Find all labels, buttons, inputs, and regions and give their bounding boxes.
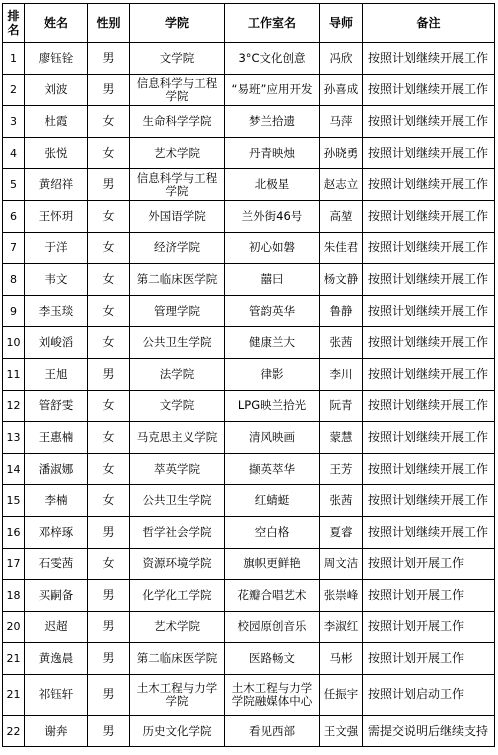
remark-cell: 按照计划继续开展工作 [363, 264, 495, 296]
studio-cell: 律影 [225, 358, 320, 390]
table-row [3, 137, 495, 169]
name-cell: 王怀玥 [25, 200, 88, 232]
table-row [3, 232, 495, 264]
college-cell: 哲学社会学院 [130, 516, 225, 548]
name-cell: 张悦 [25, 137, 88, 169]
remark-cell: 按照计划继续开展工作 [363, 516, 495, 548]
gender-cell: 女 [88, 453, 130, 485]
college-cell: 化学化工学院 [130, 580, 225, 612]
mentor-cell: 马萍 [320, 106, 363, 138]
remark-cell: 按照计划开展工作 [363, 643, 495, 675]
name-cell: 刘峻滔 [25, 327, 88, 359]
remark-cell: 按照计划启动工作 [363, 674, 495, 715]
name-cell: 李楠 [25, 485, 88, 517]
gender-cell: 女 [88, 295, 130, 327]
table-row [3, 43, 495, 75]
college-cell: 艺术学院 [130, 611, 225, 643]
name-cell: 买嗣备 [25, 580, 88, 612]
name-cell: 李玉琰 [25, 295, 88, 327]
header-gender: 性别 [88, 4, 130, 43]
name-cell: 潘淑娜 [25, 453, 88, 485]
college-cell: 信息科学与工程学院 [130, 169, 225, 201]
studio-cell: 健康兰大 [225, 327, 320, 359]
mentor-cell: 张茜 [320, 485, 363, 517]
rank-cell: 11 [3, 358, 25, 390]
gender-cell: 女 [88, 548, 130, 580]
college-cell: 马克思主义学院 [130, 422, 225, 454]
college-cell: 外国语学院 [130, 200, 225, 232]
college-cell: 经济学院 [130, 232, 225, 264]
remark-cell: 按照计划继续开展工作 [363, 422, 495, 454]
college-cell: 资源环境学院 [130, 548, 225, 580]
gender-cell: 女 [88, 327, 130, 359]
table-row [3, 422, 495, 454]
gender-cell: 女 [88, 422, 130, 454]
college-cell: 萃英学院 [130, 453, 225, 485]
mentor-cell: 杨文静 [320, 264, 363, 296]
name-cell: 于洋 [25, 232, 88, 264]
studio-cell: LPG映兰拾光 [225, 390, 320, 422]
rank-cell: 8 [3, 264, 25, 296]
studio-cell: “易班”应用开发 [225, 74, 320, 106]
name-cell: 祁钰轩 [25, 674, 88, 715]
studio-cell: 空白格 [225, 516, 320, 548]
name-cell: 刘波 [25, 74, 88, 106]
name-cell: 黄逸晨 [25, 643, 88, 675]
mentor-cell: 张崇峰 [320, 580, 363, 612]
mentor-cell: 鲁静 [320, 295, 363, 327]
mentor-cell: 孙喜成 [320, 74, 363, 106]
table-row [3, 295, 495, 327]
header-mentor: 导师 [320, 4, 363, 43]
remark-cell: 按照计划继续开展工作 [363, 200, 495, 232]
table-row [3, 611, 495, 643]
studio-cell: 看见西部 [225, 715, 320, 747]
rank-cell: 2 [3, 74, 25, 106]
gender-cell: 女 [88, 106, 130, 138]
table-row [3, 485, 495, 517]
rank-cell: 12 [3, 390, 25, 422]
remark-cell: 需提交说明后继续支持 [363, 715, 495, 747]
college-cell: 生命科学学院 [130, 106, 225, 138]
rank-cell: 3 [3, 106, 25, 138]
table-row [3, 358, 495, 390]
studio-cell: 初心如磐 [225, 232, 320, 264]
header-studio: 工作室名 [225, 4, 320, 43]
gender-cell: 女 [88, 137, 130, 169]
ranking-table-container [2, 3, 495, 747]
gender-cell: 男 [88, 169, 130, 201]
remark-cell: 按照计划继续开展工作 [363, 327, 495, 359]
mentor-cell: 孙晓勇 [320, 137, 363, 169]
college-cell: 公共卫生学院 [130, 485, 225, 517]
gender-cell: 男 [88, 715, 130, 747]
rank-cell: 14 [3, 453, 25, 485]
college-cell: 文学院 [130, 43, 225, 75]
mentor-cell: 周文洁 [320, 548, 363, 580]
rank-cell: 10 [3, 327, 25, 359]
rank-cell: 7 [3, 232, 25, 264]
table-row [3, 390, 495, 422]
table-row [3, 674, 495, 715]
table-body [3, 43, 495, 747]
table-row [3, 169, 495, 201]
gender-cell: 男 [88, 674, 130, 715]
college-cell: 信息科学与工程学院 [130, 74, 225, 106]
header-college: 学院 [130, 4, 225, 43]
name-cell: 邓梓琢 [25, 516, 88, 548]
studio-cell: 梦兰拾遗 [225, 106, 320, 138]
rank-cell: 17 [3, 548, 25, 580]
college-cell: 历史文化学院 [130, 715, 225, 747]
remark-cell: 按照计划继续开展工作 [363, 74, 495, 106]
gender-cell: 男 [88, 643, 130, 675]
gender-cell: 女 [88, 264, 130, 296]
studio-cell: 校园原创音乐 [225, 611, 320, 643]
mentor-cell: 高堃 [320, 200, 363, 232]
header-name: 姓名 [25, 4, 88, 43]
studio-cell: 丹青映烛 [225, 137, 320, 169]
studio-cell: 花瓣合唱艺术 [225, 580, 320, 612]
studio-cell: 北极星 [225, 169, 320, 201]
remark-cell: 按照计划继续开展工作 [363, 232, 495, 264]
gender-cell: 女 [88, 390, 130, 422]
rank-cell: 4 [3, 137, 25, 169]
remark-cell: 按照计划开展工作 [363, 548, 495, 580]
gender-cell: 男 [88, 43, 130, 75]
rank-cell: 5 [3, 169, 25, 201]
name-cell: 王惠楠 [25, 422, 88, 454]
name-cell: 石雯茜 [25, 548, 88, 580]
remark-cell: 按照计划继续开展工作 [363, 358, 495, 390]
table-row [3, 580, 495, 612]
table-row [3, 516, 495, 548]
studio-cell: 囍曰 [225, 264, 320, 296]
ranking-table [2, 3, 495, 747]
studio-cell: 旗帜更鲜艳 [225, 548, 320, 580]
rank-cell: 15 [3, 485, 25, 517]
remark-cell: 按照计划开展工作 [363, 611, 495, 643]
name-cell: 王旭 [25, 358, 88, 390]
rank-cell: 22 [3, 715, 25, 747]
name-cell: 管舒雯 [25, 390, 88, 422]
remark-cell: 按照计划继续开展工作 [363, 453, 495, 485]
gender-cell: 男 [88, 74, 130, 106]
mentor-cell: 王芳 [320, 453, 363, 485]
mentor-cell: 任振宇 [320, 674, 363, 715]
remark-cell: 按照计划继续开展工作 [363, 169, 495, 201]
table-row [3, 453, 495, 485]
remark-cell: 按照计划继续开展工作 [363, 106, 495, 138]
rank-cell: 9 [3, 295, 25, 327]
gender-cell: 男 [88, 358, 130, 390]
gender-cell: 女 [88, 232, 130, 264]
name-cell: 黄绍祥 [25, 169, 88, 201]
remark-cell: 按照计划开展工作 [363, 580, 495, 612]
table-row [3, 548, 495, 580]
mentor-cell: 夏睿 [320, 516, 363, 548]
table-header-row [3, 4, 495, 43]
rank-cell: 13 [3, 422, 25, 454]
studio-cell: 医路畅文 [225, 643, 320, 675]
gender-cell: 男 [88, 580, 130, 612]
college-cell: 文学院 [130, 390, 225, 422]
name-cell: 谢奔 [25, 715, 88, 747]
rank-cell: 1 [3, 43, 25, 75]
name-cell: 迟超 [25, 611, 88, 643]
remark-cell: 按照计划继续开展工作 [363, 43, 495, 75]
remark-cell: 按照计划继续开展工作 [363, 137, 495, 169]
name-cell: 廖钰铨 [25, 43, 88, 75]
table-row [3, 643, 495, 675]
rank-cell: 18 [3, 580, 25, 612]
remark-cell: 按照计划继续开展工作 [363, 390, 495, 422]
studio-cell: 土木工程与力学学院融媒体中心 [225, 674, 320, 715]
gender-cell: 女 [88, 485, 130, 517]
studio-cell: 撷英萃华 [225, 453, 320, 485]
college-cell: 第二临床医学院 [130, 264, 225, 296]
mentor-cell: 阮青 [320, 390, 363, 422]
studio-cell: 兰外街46号 [225, 200, 320, 232]
studio-cell: 管韵英华 [225, 295, 320, 327]
header-rank: 排名 [3, 4, 25, 43]
mentor-cell: 朱佳君 [320, 232, 363, 264]
college-cell: 土木工程与力学学院 [130, 674, 225, 715]
rank-cell: 6 [3, 200, 25, 232]
name-cell: 杜霞 [25, 106, 88, 138]
mentor-cell: 张茜 [320, 327, 363, 359]
mentor-cell: 蒙慧 [320, 422, 363, 454]
mentor-cell: 李淑红 [320, 611, 363, 643]
gender-cell: 男 [88, 516, 130, 548]
college-cell: 第二临床医学院 [130, 643, 225, 675]
gender-cell: 女 [88, 200, 130, 232]
table-row [3, 200, 495, 232]
studio-cell: 红蜻蜓 [225, 485, 320, 517]
mentor-cell: 马彬 [320, 643, 363, 675]
mentor-cell: 李川 [320, 358, 363, 390]
name-cell: 韦文 [25, 264, 88, 296]
rank-cell: 20 [3, 611, 25, 643]
mentor-cell: 赵志立 [320, 169, 363, 201]
gender-cell: 男 [88, 611, 130, 643]
rank-cell: 21 [3, 674, 25, 715]
table-row [3, 106, 495, 138]
college-cell: 法学院 [130, 358, 225, 390]
college-cell: 艺术学院 [130, 137, 225, 169]
header-remark: 备注 [363, 4, 495, 43]
studio-cell: 3°C文化创意 [225, 43, 320, 75]
mentor-cell: 冯欣 [320, 43, 363, 75]
studio-cell: 清风映画 [225, 422, 320, 454]
remark-cell: 按照计划继续开展工作 [363, 295, 495, 327]
rank-cell: 21 [3, 643, 25, 675]
college-cell: 管理学院 [130, 295, 225, 327]
mentor-cell: 王文强 [320, 715, 363, 747]
college-cell: 公共卫生学院 [130, 327, 225, 359]
table-row [3, 264, 495, 296]
table-row [3, 715, 495, 747]
remark-cell: 按照计划继续开展工作 [363, 485, 495, 517]
table-row [3, 74, 495, 106]
table-row [3, 327, 495, 359]
rank-cell: 16 [3, 516, 25, 548]
